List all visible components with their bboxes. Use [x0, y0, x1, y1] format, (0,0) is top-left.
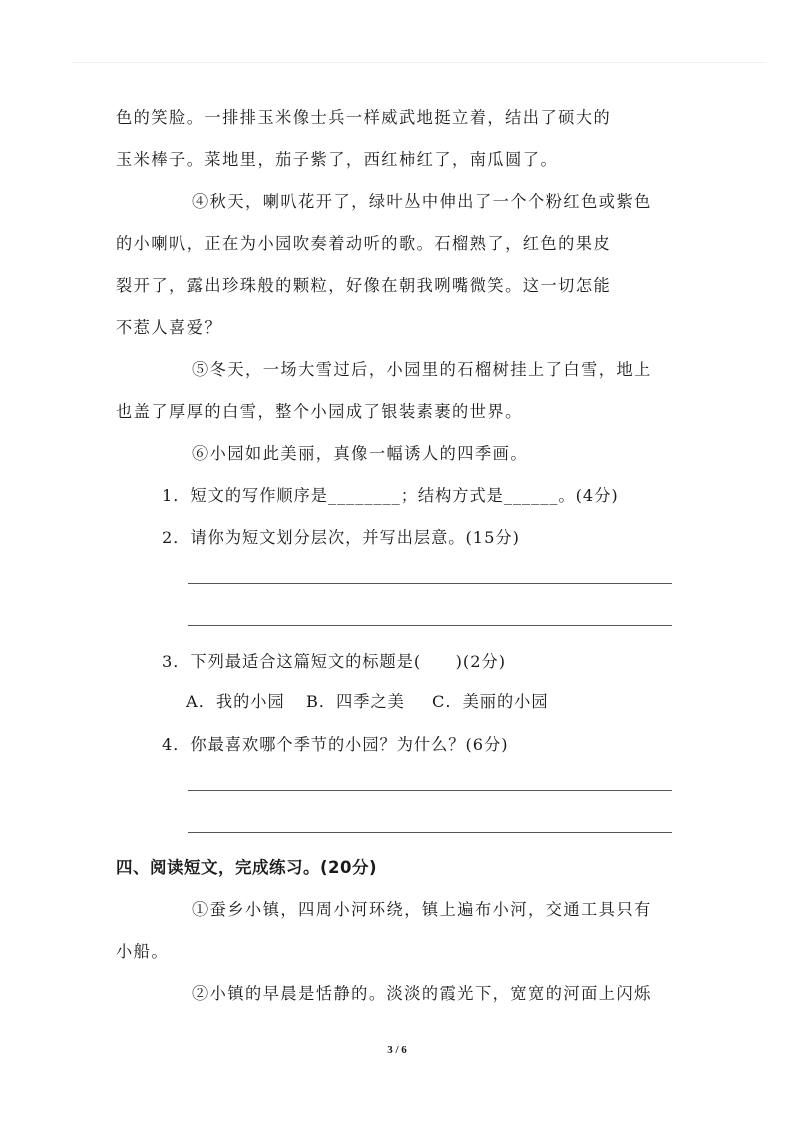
passage-line: 裂开了，露出珍珠般的颗粒，好像在朝我咧嘴微笑。这一切怎能 [116, 276, 612, 295]
passage-line: 色的笑脸。一排排玉米像士兵一样威武地挺立着，结出了硕大的 [116, 108, 612, 127]
option-c[interactable]: C．美丽的小园 [432, 692, 549, 711]
section-4-paragraph-1: ①蚕乡小镇，四周小河环绕，镇上遍布小河，交通工具只有 [192, 900, 652, 919]
section-4-heading: 四、阅读短文，完成练习。(20分) [116, 858, 378, 877]
passage-line: 的小喇叭，正在为小园吹奏着动听的歌。石榴熟了，红色的果皮 [116, 234, 612, 253]
passage-line: 玉米棒子。菜地里，茄子紫了，西红柿红了，南瓜圆了。 [116, 150, 559, 169]
question-3: 3．下列最适合这篇短文的标题是( )(2分) [162, 652, 507, 671]
passage-line: 也盖了厚厚的白雪，整个小园成了银装素裹的世界。 [116, 402, 523, 421]
passage-paragraph-4: ④秋天，喇叭花开了，绿叶丛中伸出了一个个粉红色或紫色 [192, 192, 652, 211]
passage-paragraph-5: ⑤冬天，一场大雪过后，小园里的石榴树挂上了白雪，地上 [192, 360, 652, 379]
passage-line: 小船。 [116, 942, 170, 961]
option-b[interactable]: B．四季之美 [306, 692, 405, 711]
section-4-paragraph-2: ②小镇的早晨是恬静的。淡淡的霞光下，宽宽的河面上闪烁 [192, 984, 652, 1003]
answer-line[interactable] [188, 583, 672, 584]
page-number: 3 / 6 [387, 1044, 407, 1056]
question-3-options [186, 692, 549, 712]
answer-line[interactable] [188, 790, 672, 791]
question-4: 4．你最喜欢哪个季节的小园？为什么？(6分) [162, 735, 509, 754]
header-rule [72, 0, 766, 63]
question-1: 1．短文的写作顺序是________；结构方式是______。(4分) [162, 486, 619, 505]
answer-line[interactable] [188, 832, 672, 833]
option-a[interactable]: A．我的小园 [186, 692, 285, 711]
question-2: 2．请你为短文划分层次，并写出层意。(15分) [162, 528, 520, 547]
answer-line[interactable] [188, 625, 672, 626]
passage-paragraph-6: ⑥小园如此美丽，真像一幅诱人的四季画。 [192, 444, 529, 463]
passage-line: 不惹人喜爱？ [116, 318, 223, 337]
